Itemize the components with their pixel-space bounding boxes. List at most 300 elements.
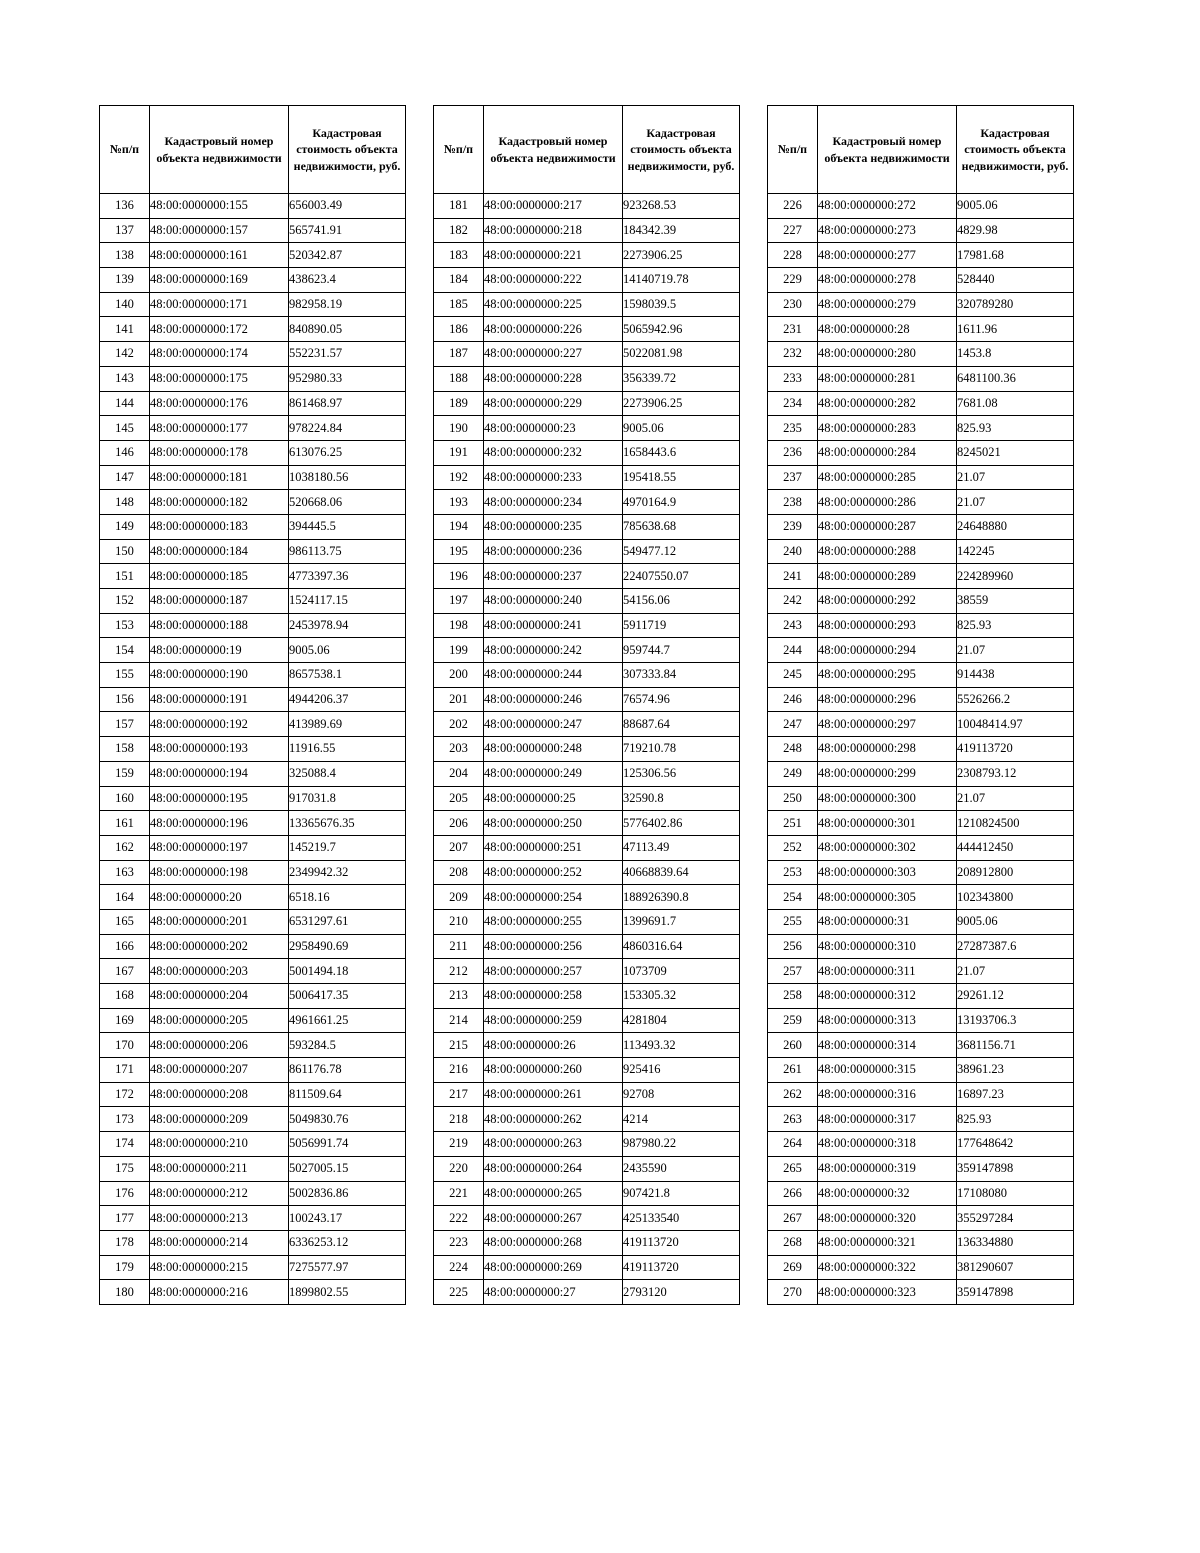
cadastral-number: 48:00:0000000:211 xyxy=(150,1156,289,1181)
table-row xyxy=(768,835,1074,860)
row-number: 201 xyxy=(434,687,484,712)
cadastral-value: 359147898 xyxy=(957,1280,1074,1305)
table-row xyxy=(100,687,406,712)
cadastral-number: 48:00:0000000:184 xyxy=(150,539,289,564)
cadastral-value: 4961661.25 xyxy=(289,1008,406,1033)
table-row xyxy=(434,984,740,1009)
cadastral-number: 48:00:0000000:300 xyxy=(818,786,957,811)
table-row xyxy=(100,959,406,984)
cadastral-value: 325088.4 xyxy=(289,761,406,786)
row-number: 141 xyxy=(100,317,150,342)
cadastral-number: 48:00:0000000:301 xyxy=(818,811,957,836)
row-number: 260 xyxy=(768,1033,818,1058)
table-row xyxy=(434,1156,740,1181)
table-row xyxy=(100,761,406,786)
cadastral-value: 593284.5 xyxy=(289,1033,406,1058)
cadastral-value: 419113720 xyxy=(623,1230,740,1255)
cadastral-number: 48:00:0000000:280 xyxy=(818,342,957,367)
table-row xyxy=(768,909,1074,934)
row-number: 188 xyxy=(434,366,484,391)
row-number: 214 xyxy=(434,1008,484,1033)
cadastral-value: 978224.84 xyxy=(289,416,406,441)
cadastral-value: 29261.12 xyxy=(957,984,1074,1009)
table-row xyxy=(768,1206,1074,1231)
table-row xyxy=(100,564,406,589)
row-number: 230 xyxy=(768,292,818,317)
cadastral-value: 917031.8 xyxy=(289,786,406,811)
row-number: 147 xyxy=(100,465,150,490)
cadastral-value: 356339.72 xyxy=(623,366,740,391)
cadastral-number: 48:00:0000000:249 xyxy=(484,761,623,786)
row-number: 151 xyxy=(100,564,150,589)
cadastral-value: 613076.25 xyxy=(289,440,406,465)
cadastral-value: 40668839.64 xyxy=(623,860,740,885)
table-row xyxy=(434,1230,740,1255)
table-row xyxy=(434,811,740,836)
row-number: 169 xyxy=(100,1008,150,1033)
cadastral-value: 8657538.1 xyxy=(289,663,406,688)
table-row xyxy=(434,1008,740,1033)
row-number: 246 xyxy=(768,687,818,712)
cadastral-value: 5001494.18 xyxy=(289,959,406,984)
table-row xyxy=(434,934,740,959)
table-header-row xyxy=(434,106,740,194)
cadastral-value: 825.93 xyxy=(957,1107,1074,1132)
table-row xyxy=(100,416,406,441)
cadastral-number: 48:00:0000000:277 xyxy=(818,243,957,268)
cadastral-number: 48:00:0000000:263 xyxy=(484,1132,623,1157)
cadastral-number: 48:00:0000000:265 xyxy=(484,1181,623,1206)
table-row xyxy=(434,959,740,984)
row-number: 204 xyxy=(434,761,484,786)
cadastral-value: 145219.7 xyxy=(289,835,406,860)
cadastral-number: 48:00:0000000:303 xyxy=(818,860,957,885)
row-number: 240 xyxy=(768,539,818,564)
table-row xyxy=(768,1280,1074,1305)
cadastral-number: 48:00:0000000:272 xyxy=(818,194,957,219)
table-header-row xyxy=(100,106,406,194)
cadastral-number: 48:00:0000000:194 xyxy=(150,761,289,786)
row-number: 242 xyxy=(768,589,818,614)
cadastral-value: 4773397.36 xyxy=(289,564,406,589)
row-number: 161 xyxy=(100,811,150,836)
row-number: 206 xyxy=(434,811,484,836)
cadastral-value: 5006417.35 xyxy=(289,984,406,1009)
cadastral-value: 520342.87 xyxy=(289,243,406,268)
row-number: 222 xyxy=(434,1206,484,1231)
cadastral-value: 986113.75 xyxy=(289,539,406,564)
cadastral-number: 48:00:0000000:317 xyxy=(818,1107,957,1132)
cadastral-value: 10048414.97 xyxy=(957,712,1074,737)
cadastral-number: 48:00:0000000:187 xyxy=(150,589,289,614)
cadastral-number: 48:00:0000000:294 xyxy=(818,638,957,663)
row-number: 257 xyxy=(768,959,818,984)
cadastral-value: 92708 xyxy=(623,1082,740,1107)
row-number: 180 xyxy=(100,1280,150,1305)
cadastral-number: 48:00:0000000:185 xyxy=(150,564,289,589)
cadastral-number: 48:00:0000000:320 xyxy=(818,1206,957,1231)
table-row xyxy=(768,366,1074,391)
table-row xyxy=(768,811,1074,836)
cadastral-value: 224289960 xyxy=(957,564,1074,589)
row-number: 184 xyxy=(434,268,484,293)
cadastral-value: 5022081.98 xyxy=(623,342,740,367)
cadastral-number: 48:00:0000000:256 xyxy=(484,934,623,959)
cadastral-value: 925416 xyxy=(623,1058,740,1083)
cadastral-number: 48:00:0000000:235 xyxy=(484,514,623,539)
cadastral-value: 2349942.32 xyxy=(289,860,406,885)
cadastral-number: 48:00:0000000:32 xyxy=(818,1181,957,1206)
cadastral-value: 861468.97 xyxy=(289,391,406,416)
table-row xyxy=(768,1082,1074,1107)
cadastral-number: 48:00:0000000:314 xyxy=(818,1033,957,1058)
cadastral-number: 48:00:0000000:209 xyxy=(150,1107,289,1132)
cadastral-number: 48:00:0000000:237 xyxy=(484,564,623,589)
cadastral-value: 982958.19 xyxy=(289,292,406,317)
table-row xyxy=(100,984,406,1009)
table-row xyxy=(768,663,1074,688)
cadastral-number: 48:00:0000000:318 xyxy=(818,1132,957,1157)
cadastral-number: 48:00:0000000:288 xyxy=(818,539,957,564)
cadastral-number: 48:00:0000000:252 xyxy=(484,860,623,885)
table-row xyxy=(434,909,740,934)
table-row xyxy=(100,1008,406,1033)
cadastral-number: 48:00:0000000:190 xyxy=(150,663,289,688)
header-cadastral-number: Кадастровый номер объекта недвижимости xyxy=(818,106,957,194)
cadastral-value: 1210824500 xyxy=(957,811,1074,836)
cadastral-number: 48:00:0000000:316 xyxy=(818,1082,957,1107)
row-number: 237 xyxy=(768,465,818,490)
cadastral-number: 48:00:0000000:20 xyxy=(150,885,289,910)
table-row xyxy=(434,391,740,416)
cadastral-value: 102343800 xyxy=(957,885,1074,910)
row-number: 140 xyxy=(100,292,150,317)
table-row xyxy=(100,1230,406,1255)
cadastral-number: 48:00:0000000:258 xyxy=(484,984,623,1009)
table-row xyxy=(768,885,1074,910)
row-number: 213 xyxy=(434,984,484,1009)
cadastral-value: 552231.57 xyxy=(289,342,406,367)
row-number: 229 xyxy=(768,268,818,293)
cadastral-value: 987980.22 xyxy=(623,1132,740,1157)
cadastral-value: 5776402.86 xyxy=(623,811,740,836)
row-number: 190 xyxy=(434,416,484,441)
row-number: 235 xyxy=(768,416,818,441)
row-number: 247 xyxy=(768,712,818,737)
cadastral-number: 48:00:0000000:204 xyxy=(150,984,289,1009)
table-row xyxy=(768,440,1074,465)
row-number: 252 xyxy=(768,835,818,860)
cadastral-value: 2273906.25 xyxy=(623,243,740,268)
cadastral-value: 184342.39 xyxy=(623,218,740,243)
row-number: 228 xyxy=(768,243,818,268)
table-row xyxy=(100,1255,406,1280)
row-number: 172 xyxy=(100,1082,150,1107)
table-row xyxy=(434,613,740,638)
table-row xyxy=(768,934,1074,959)
row-number: 196 xyxy=(434,564,484,589)
cadastral-number: 48:00:0000000:169 xyxy=(150,268,289,293)
table-row xyxy=(768,737,1074,762)
row-number: 194 xyxy=(434,514,484,539)
row-number: 245 xyxy=(768,663,818,688)
table-body xyxy=(100,194,406,1305)
cadastral-number: 48:00:0000000:193 xyxy=(150,737,289,762)
cadastral-value: 21.07 xyxy=(957,786,1074,811)
table-row xyxy=(768,1107,1074,1132)
cadastral-value: 1524117.15 xyxy=(289,589,406,614)
cadastral-number: 48:00:0000000:322 xyxy=(818,1255,957,1280)
table-row xyxy=(434,1206,740,1231)
cadastral-number: 48:00:0000000:201 xyxy=(150,909,289,934)
cadastral-number: 48:00:0000000:295 xyxy=(818,663,957,688)
table-row xyxy=(100,440,406,465)
row-number: 154 xyxy=(100,638,150,663)
cadastral-number: 48:00:0000000:293 xyxy=(818,613,957,638)
row-number: 186 xyxy=(434,317,484,342)
cadastral-value: 785638.68 xyxy=(623,514,740,539)
row-number: 167 xyxy=(100,959,150,984)
cadastral-value: 4944206.37 xyxy=(289,687,406,712)
cadastral-value: 4214 xyxy=(623,1107,740,1132)
row-number: 142 xyxy=(100,342,150,367)
cadastral-value: 2308793.12 xyxy=(957,761,1074,786)
table-row xyxy=(434,638,740,663)
table-row xyxy=(434,663,740,688)
row-number: 263 xyxy=(768,1107,818,1132)
table-row xyxy=(100,1132,406,1157)
row-number: 234 xyxy=(768,391,818,416)
cadastral-number: 48:00:0000000:261 xyxy=(484,1082,623,1107)
cadastral-number: 48:00:0000000:283 xyxy=(818,416,957,441)
cadastral-number: 48:00:0000000:214 xyxy=(150,1230,289,1255)
cadastral-number: 48:00:0000000:181 xyxy=(150,465,289,490)
table-row xyxy=(434,1132,740,1157)
cadastral-value: 359147898 xyxy=(957,1156,1074,1181)
table-row xyxy=(434,539,740,564)
cadastral-value: 656003.49 xyxy=(289,194,406,219)
row-number: 236 xyxy=(768,440,818,465)
cadastral-number: 48:00:0000000:28 xyxy=(818,317,957,342)
cadastral-number: 48:00:0000000:232 xyxy=(484,440,623,465)
row-number: 168 xyxy=(100,984,150,1009)
cadastral-value: 13193706.3 xyxy=(957,1008,1074,1033)
table-row xyxy=(100,885,406,910)
row-number: 207 xyxy=(434,835,484,860)
cadastral-value: 1073709 xyxy=(623,959,740,984)
cadastral-number: 48:00:0000000:171 xyxy=(150,292,289,317)
cadastral-number: 48:00:0000000:323 xyxy=(818,1280,957,1305)
cadastral-number: 48:00:0000000:305 xyxy=(818,885,957,910)
table-row xyxy=(434,440,740,465)
cadastral-value: 6336253.12 xyxy=(289,1230,406,1255)
row-number: 166 xyxy=(100,934,150,959)
cadastral-number: 48:00:0000000:269 xyxy=(484,1255,623,1280)
table-row xyxy=(100,243,406,268)
table-row xyxy=(768,1255,1074,1280)
cadastral-number: 48:00:0000000:210 xyxy=(150,1132,289,1157)
cadastral-value: 444412450 xyxy=(957,835,1074,860)
row-number: 248 xyxy=(768,737,818,762)
cadastral-value: 21.07 xyxy=(957,959,1074,984)
table-row xyxy=(434,1181,740,1206)
row-number: 199 xyxy=(434,638,484,663)
cadastral-value: 381290607 xyxy=(957,1255,1074,1280)
cadastral-number: 48:00:0000000:262 xyxy=(484,1107,623,1132)
table-row xyxy=(100,860,406,885)
table-row xyxy=(100,1206,406,1231)
cadastral-number: 48:00:0000000:226 xyxy=(484,317,623,342)
table-row xyxy=(768,243,1074,268)
cadastral-value: 959744.7 xyxy=(623,638,740,663)
cadastral-value: 923268.53 xyxy=(623,194,740,219)
cadastral-value: 413989.69 xyxy=(289,712,406,737)
cadastral-number: 48:00:0000000:31 xyxy=(818,909,957,934)
cadastral-number: 48:00:0000000:218 xyxy=(484,218,623,243)
cadastral-number: 48:00:0000000:313 xyxy=(818,1008,957,1033)
table-row xyxy=(434,1255,740,1280)
table-row xyxy=(434,712,740,737)
cadastral-number: 48:00:0000000:217 xyxy=(484,194,623,219)
cadastral-value: 565741.91 xyxy=(289,218,406,243)
table-row xyxy=(768,1230,1074,1255)
cadastral-value: 2435590 xyxy=(623,1156,740,1181)
cadastral-value: 1658443.6 xyxy=(623,440,740,465)
cadastral-value: 307333.84 xyxy=(623,663,740,688)
table-row xyxy=(100,638,406,663)
cadastral-number: 48:00:0000000:208 xyxy=(150,1082,289,1107)
cadastral-value: 2273906.25 xyxy=(623,391,740,416)
cadastral-number: 48:00:0000000:246 xyxy=(484,687,623,712)
cadastral-number: 48:00:0000000:202 xyxy=(150,934,289,959)
cadastral-number: 48:00:0000000:264 xyxy=(484,1156,623,1181)
row-number: 163 xyxy=(100,860,150,885)
cadastral-number: 48:00:0000000:310 xyxy=(818,934,957,959)
cadastral-number: 48:00:0000000:192 xyxy=(150,712,289,737)
cadastral-number: 48:00:0000000:284 xyxy=(818,440,957,465)
table-row xyxy=(100,218,406,243)
cadastral-value: 88687.64 xyxy=(623,712,740,737)
cadastral-value: 1899802.55 xyxy=(289,1280,406,1305)
row-number: 239 xyxy=(768,514,818,539)
table-row xyxy=(768,1156,1074,1181)
row-number: 210 xyxy=(434,909,484,934)
row-number: 218 xyxy=(434,1107,484,1132)
cadastral-value: 6481100.36 xyxy=(957,366,1074,391)
cadastral-number: 48:00:0000000:292 xyxy=(818,589,957,614)
table-row xyxy=(100,1082,406,1107)
cadastral-value: 5002836.86 xyxy=(289,1181,406,1206)
cadastral-value: 9005.06 xyxy=(957,194,1074,219)
table-row xyxy=(434,786,740,811)
cadastral-number: 48:00:0000000:212 xyxy=(150,1181,289,1206)
cadastral-number: 48:00:0000000:228 xyxy=(484,366,623,391)
row-number: 193 xyxy=(434,490,484,515)
row-number: 170 xyxy=(100,1033,150,1058)
cadastral-value: 177648642 xyxy=(957,1132,1074,1157)
cadastral-value: 100243.17 xyxy=(289,1206,406,1231)
cadastral-value: 195418.55 xyxy=(623,465,740,490)
header-cadastral-number: Кадастровый номер объекта недвижимости xyxy=(484,106,623,194)
table-row xyxy=(434,860,740,885)
table-row xyxy=(768,465,1074,490)
row-number: 157 xyxy=(100,712,150,737)
cadastral-number: 48:00:0000000:23 xyxy=(484,416,623,441)
row-number: 181 xyxy=(434,194,484,219)
cadastral-value: 8245021 xyxy=(957,440,1074,465)
row-number: 152 xyxy=(100,589,150,614)
cadastral-number: 48:00:0000000:176 xyxy=(150,391,289,416)
cadastral-value: 6518.16 xyxy=(289,885,406,910)
cadastral-number: 48:00:0000000:205 xyxy=(150,1008,289,1033)
table-row xyxy=(768,514,1074,539)
row-number: 267 xyxy=(768,1206,818,1231)
cadastral-number: 48:00:0000000:196 xyxy=(150,811,289,836)
row-number: 144 xyxy=(100,391,150,416)
cadastral-value: 1399691.7 xyxy=(623,909,740,934)
row-number: 266 xyxy=(768,1181,818,1206)
row-number: 159 xyxy=(100,761,150,786)
cadastral-number: 48:00:0000000:241 xyxy=(484,613,623,638)
cadastral-number: 48:00:0000000:286 xyxy=(818,490,957,515)
table-row xyxy=(434,1058,740,1083)
row-number: 221 xyxy=(434,1181,484,1206)
cadastral-value: 719210.78 xyxy=(623,737,740,762)
cadastral-number: 48:00:0000000:183 xyxy=(150,514,289,539)
row-number: 256 xyxy=(768,934,818,959)
cadastral-number: 48:00:0000000:311 xyxy=(818,959,957,984)
row-number: 215 xyxy=(434,1033,484,1058)
row-number: 177 xyxy=(100,1206,150,1231)
row-number: 253 xyxy=(768,860,818,885)
row-number: 192 xyxy=(434,465,484,490)
table-row xyxy=(100,712,406,737)
row-number: 251 xyxy=(768,811,818,836)
row-number: 158 xyxy=(100,737,150,762)
table-row xyxy=(768,1008,1074,1033)
header-cadastral-value: Кадастровая стоимость объекта недвижимости, руб. xyxy=(289,106,406,194)
cadastral-number: 48:00:0000000:315 xyxy=(818,1058,957,1083)
row-number: 145 xyxy=(100,416,150,441)
cadastral-value: 811509.64 xyxy=(289,1082,406,1107)
cadastral-number: 48:00:0000000:247 xyxy=(484,712,623,737)
row-number: 187 xyxy=(434,342,484,367)
cadastral-value: 4281804 xyxy=(623,1008,740,1033)
table-row xyxy=(434,737,740,762)
cadastral-number: 48:00:0000000:236 xyxy=(484,539,623,564)
row-number: 160 xyxy=(100,786,150,811)
row-number: 198 xyxy=(434,613,484,638)
row-number: 183 xyxy=(434,243,484,268)
cadastral-value: 54156.06 xyxy=(623,589,740,614)
row-number: 179 xyxy=(100,1255,150,1280)
table-row xyxy=(768,416,1074,441)
table-header-row xyxy=(768,106,1074,194)
cadastral-value: 914438 xyxy=(957,663,1074,688)
cadastral-value: 7681.08 xyxy=(957,391,1074,416)
row-number: 162 xyxy=(100,835,150,860)
cadastral-number: 48:00:0000000:215 xyxy=(150,1255,289,1280)
row-number: 191 xyxy=(434,440,484,465)
row-number: 238 xyxy=(768,490,818,515)
table-row xyxy=(434,514,740,539)
row-number: 208 xyxy=(434,860,484,885)
cadastral-number: 48:00:0000000:242 xyxy=(484,638,623,663)
cadastral-value: 27287387.6 xyxy=(957,934,1074,959)
table-row xyxy=(434,317,740,342)
cadastral-number: 48:00:0000000:268 xyxy=(484,1230,623,1255)
cadastral-number: 48:00:0000000:213 xyxy=(150,1206,289,1231)
